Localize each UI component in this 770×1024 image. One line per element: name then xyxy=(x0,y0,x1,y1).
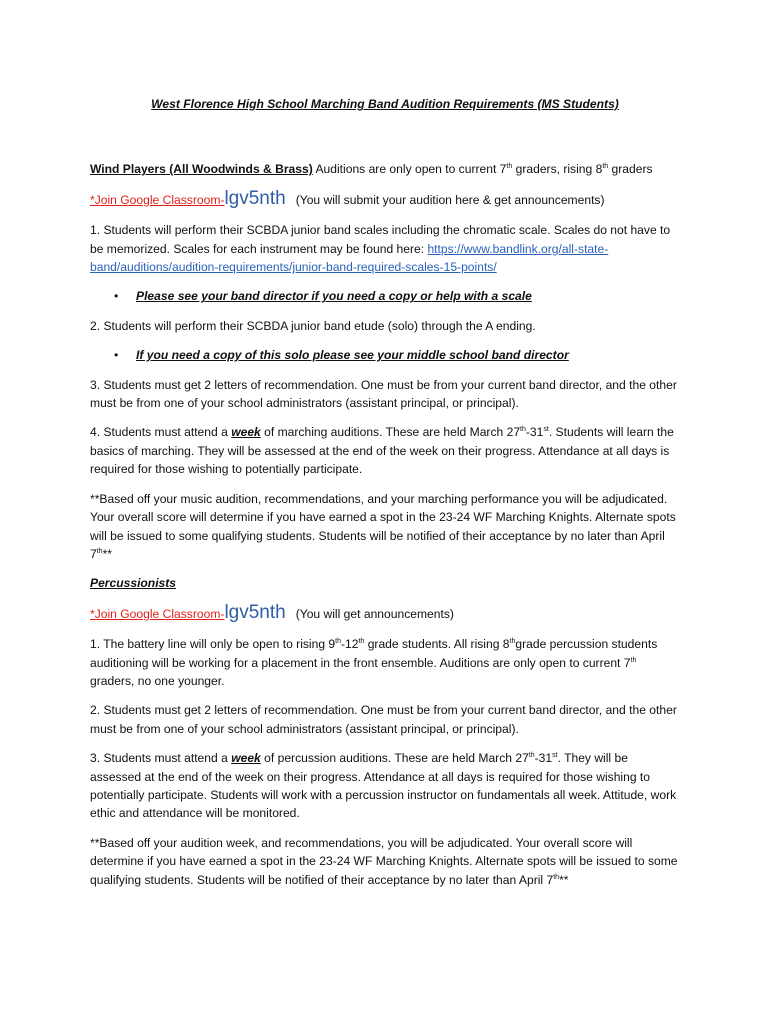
perc-item-3-week: week xyxy=(231,751,261,766)
wind-item-1-text: 1. Students will perform their SCBDA junior band scales including the chromatic scale. Scales do not have to be memorized. Scales for each instrument may be found here: xyxy=(90,223,671,256)
bullet-dot-icon: • xyxy=(114,348,119,363)
perc-item-1-d: grade percussion students auditioning will be working for a placement in the front ensemble. Auditions are only open to current 7 xyxy=(90,637,658,670)
wind-header-tail-b: graders, rising 8 xyxy=(512,162,603,177)
wind-note-a: **Based off your music audition, recommendations, and your marching performance you will be adjudicated. Your overall score will determine if you have earned a spot in the 23-24 WF Marching Knights. Alternate spots will be issued to some qualifying students. Students will be notified of their acceptance by no later than April 7 xyxy=(90,491,676,561)
perc-item-1-sup3: th xyxy=(509,638,516,646)
wind-item-4-sup2: st xyxy=(543,426,549,434)
wind-header-label: Wind Players (All Woodwinds & Brass) xyxy=(90,162,313,177)
perc-item-1 xyxy=(90,635,680,690)
perc-item-1-a: 1. The battery line will only be open to rising 9 xyxy=(90,637,336,652)
perc-item-1-sup2: th xyxy=(358,638,365,646)
page-title: West Florence High School Marching Band Audition Requirements (MS Students) xyxy=(151,97,619,111)
perc-item-1-sup4: th xyxy=(630,656,637,664)
perc-join-classroom-link[interactable]: *Join Google Classroom- xyxy=(90,606,225,621)
wind-bullet-2 xyxy=(90,346,680,364)
wind-item-4-week: week xyxy=(231,425,261,440)
perc-item-3-a: 3. Students must attend a xyxy=(90,751,232,766)
wind-bullet-2-text: If you need a copy of this solo please see your middle school band director xyxy=(136,348,569,363)
wind-bullet-1 xyxy=(90,287,680,305)
wind-header-sup-a: th xyxy=(506,163,513,171)
wind-item-4-sup1: th xyxy=(520,426,526,434)
wind-item-4-c: -31 xyxy=(525,425,544,440)
perc-note-b: ** xyxy=(559,872,569,887)
perc-item-1-e: graders, no one younger. xyxy=(90,673,225,688)
perc-join-line xyxy=(90,601,680,623)
perc-section-header xyxy=(90,574,680,592)
wind-item-4-d: . Students will learn the basics of marching. They will be assessed at the end of the week on their progress. Attendance at all days is required for those wishing to potentially participate. xyxy=(90,425,674,477)
perc-item-1-c: grade students. All rising 8 xyxy=(364,637,510,652)
wind-class-code: lgv5nth xyxy=(224,187,286,209)
perc-item-1-b: -12 xyxy=(341,637,359,652)
wind-item-4 xyxy=(90,423,680,478)
perc-header-label: Percussionists xyxy=(90,576,177,591)
wind-note-sup: th xyxy=(96,547,103,555)
bullet-dot-icon: • xyxy=(114,289,119,304)
wind-header-sup-b: th xyxy=(602,163,609,171)
perc-join-note: (You will get announcements) xyxy=(295,606,454,621)
perc-item-3 xyxy=(90,749,680,823)
wind-join-note: (You will submit your audition here & get announcements) xyxy=(295,192,605,207)
perc-note-sup: th xyxy=(553,873,560,881)
wind-item-1 xyxy=(90,221,680,276)
perc-note xyxy=(90,834,680,889)
wind-item-2: 2. Students will perform their SCBDA junior band etude (solo) through the A ending. xyxy=(90,318,536,333)
perc-item-3-d: . They will be assessed at the end of the week on their progress. Attendance at all days is required for those wishing to potentially participate. Students will work with a percussion instructor on fundamentals all week. Attitude, work ethic and attendance will be monitored. xyxy=(90,751,677,821)
wind-note-b: ** xyxy=(102,546,112,561)
perc-item-3-b: of percussion auditions. These are held March 27 xyxy=(260,751,529,766)
perc-item-3-sup2: st xyxy=(552,752,558,760)
wind-section-header xyxy=(90,160,680,178)
wind-item-4-a: 4. Students must attend a xyxy=(90,425,232,440)
wind-header-tail-c: graders xyxy=(608,162,653,177)
perc-item-3-sup1: th xyxy=(528,752,535,760)
wind-item-4-b: of marching auditions. These are held March 27 xyxy=(260,425,521,440)
wind-item-3: 3. Students must get 2 letters of recommendation. One must be from your current band director, and the other must be from one of your school administrators (assistant principal, or principal). xyxy=(90,377,677,411)
perc-class-code: lgv5nth xyxy=(224,601,286,623)
perc-note-a: **Based off your audition week, and recommendations, you will be adjudicated. Your overall score will determine if you have earned a spot in the 23-24 WF Marching Knights. Alternate spots will be issued to some qualifying students. Students will be notified of their acceptance by no later than April 7 xyxy=(90,835,678,887)
scales-link[interactable]: https://www.bandlink.org/all-state-band/auditions/audition-requirements/junior-band-required-scales-15-points/ xyxy=(90,241,609,275)
wind-bullet-1-text: Please see your band director if you need a copy or help with a scale xyxy=(136,289,532,304)
perc-item-3-c: -31 xyxy=(534,751,553,766)
wind-join-classroom-link[interactable]: *Join Google Classroom- xyxy=(90,192,225,207)
wind-note xyxy=(90,490,680,564)
perc-item-1-sup1: th xyxy=(335,638,341,646)
wind-join-line xyxy=(90,187,680,209)
wind-header-tail-a: Auditions are only open to current 7 xyxy=(312,162,507,177)
perc-item-2: 2. Students must get 2 letters of recommendation. One must be from your current band director, and the other must be from one of your school administrators (assistant principal, or principal). xyxy=(90,703,677,736)
